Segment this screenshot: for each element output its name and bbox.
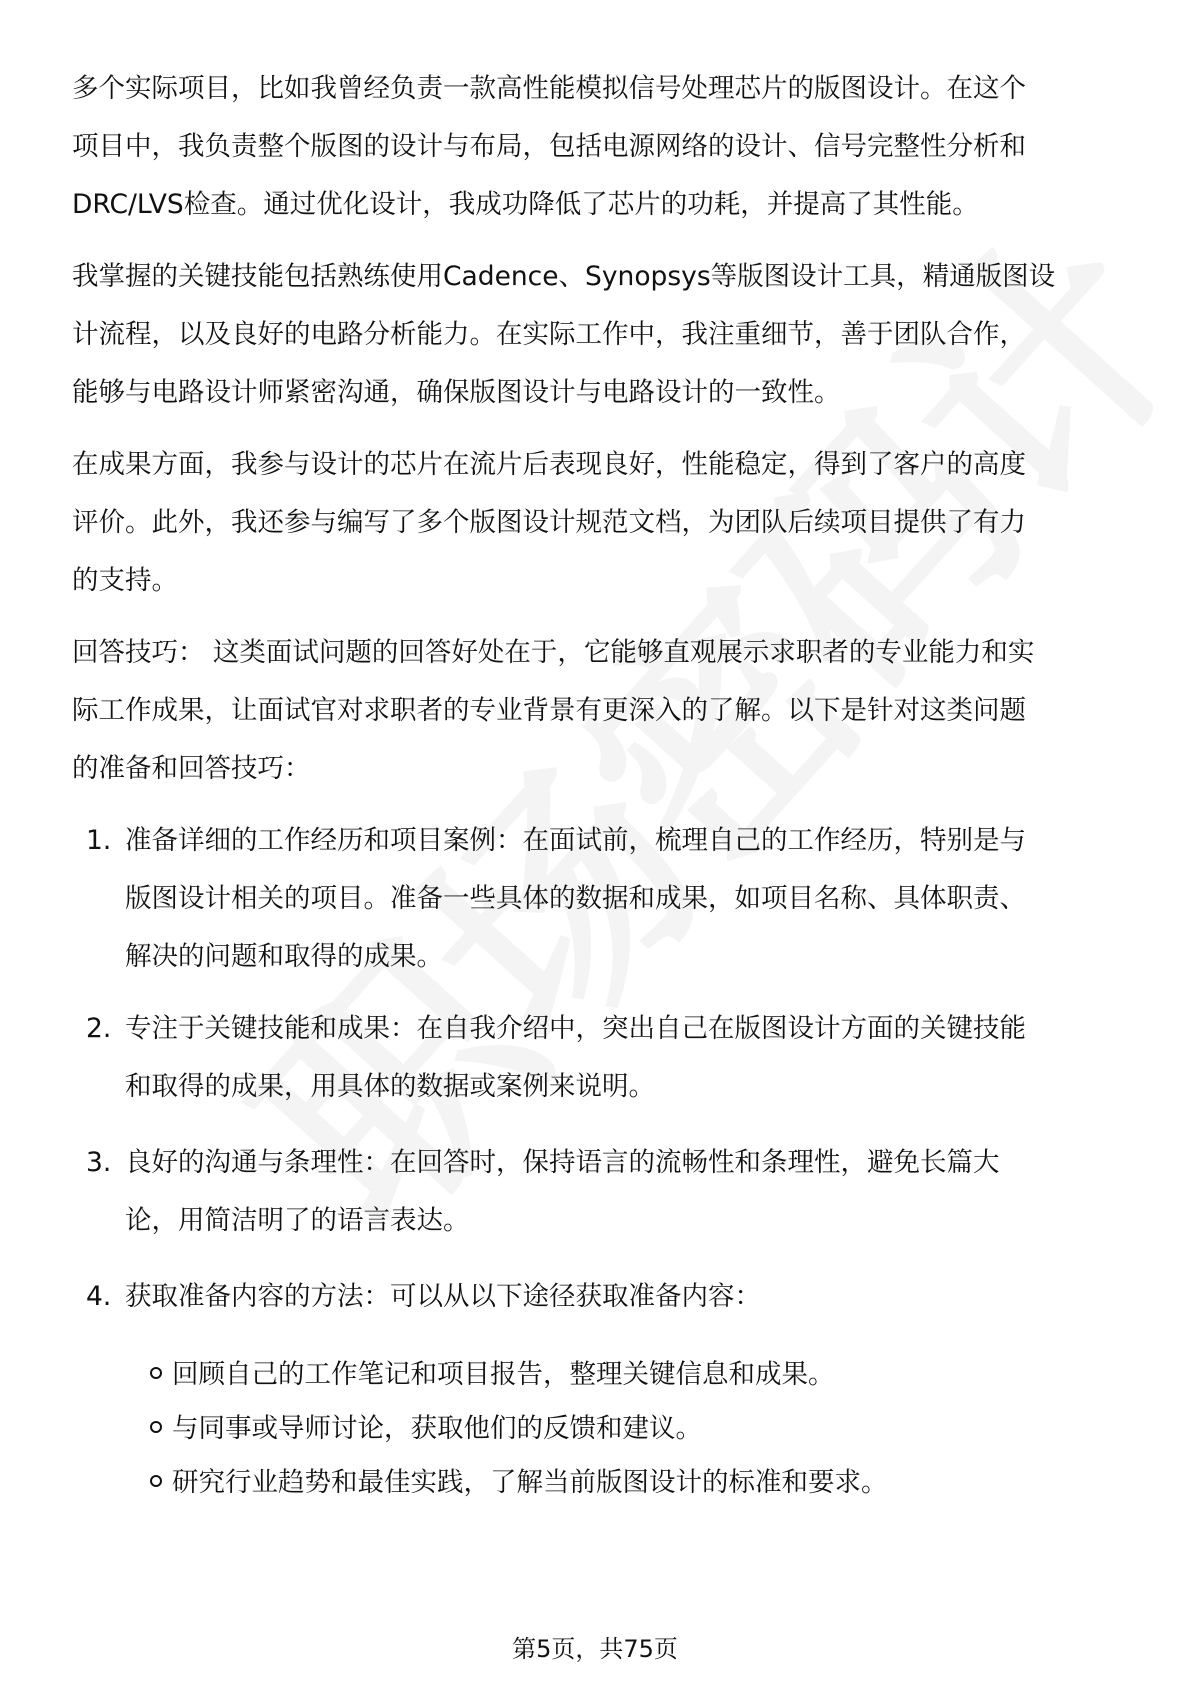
text-line: 论，用简洁明了的语言表达。	[125, 1205, 470, 1236]
paragraph-project-experience	[72, 60, 1132, 234]
list-item-body	[125, 1268, 1125, 1326]
text-line: 的支持。	[72, 565, 178, 596]
text-line: 计流程，以及良好的电路分析能力。在实际工作中，我注重细节，善于团队合作，	[72, 319, 1026, 350]
text-line: 良好的沟通与条理性：在回答时，保持语言的流畅性和条理性，避免长篇大	[125, 1147, 1000, 1178]
text-line: 解决的问题和取得的成果。	[125, 941, 443, 972]
bullet-item	[150, 1409, 702, 1449]
paragraph-achievements	[72, 436, 1132, 610]
text-line: 回答技巧： 这类面试问题的回答好处在于，它能够直观展示求职者的专业能力和实	[72, 637, 1035, 668]
text-line: 专注于关键技能和成果：在自我介绍中，突出自己在版图设计方面的关键技能	[125, 1013, 1026, 1044]
text-line: 准备详细的工作经历和项目案例：在面试前，梳理自己的工作经历，特别是与	[125, 825, 1026, 856]
circle-bullet-icon	[150, 1475, 162, 1487]
list-number: 4.	[86, 1281, 112, 1312]
text-line: 版图设计相关的项目。准备一些具体的数据和成果，如项目名称、具体职责、	[125, 883, 1026, 914]
bullet-item	[150, 1355, 835, 1395]
paragraph-answer-tips	[72, 624, 1132, 798]
bullet-text: 与同事或导师讨论，获取他们的反馈和建议。	[172, 1413, 702, 1444]
paragraph-key-skills	[72, 248, 1132, 422]
text-line: 项目中，我负责整个版图的设计与布局，包括电源网络的设计、信号完整性分析和	[72, 131, 1026, 162]
bullet-text: 研究行业趋势和最佳实践，了解当前版图设计的标准和要求。	[172, 1467, 888, 1498]
text-line: 的准备和回答技巧：	[72, 753, 311, 784]
list-item-body	[125, 1000, 1125, 1116]
text-line: 际工作成果，让面试官对求职者的专业背景有更深入的了解。以下是针对这类问题	[72, 695, 1026, 726]
bullet-text: 回顾自己的工作笔记和项目报告，整理关键信息和成果。	[172, 1359, 835, 1390]
bullet-item	[150, 1463, 888, 1503]
page-footer: 第5页，共75页	[512, 1635, 678, 1663]
text-line: 在成果方面，我参与设计的芯片在流片后表现良好，性能稳定，得到了客户的高度	[72, 449, 1026, 480]
text-line: 获取准备内容的方法：可以从以下途径获取准备内容：	[125, 1281, 761, 1312]
text-line: 评价。此外，我还参与编写了多个版图设计规范文档，为团队后续项目提供了有力	[72, 507, 1026, 538]
text-line: 多个实际项目，比如我曾经负责一款高性能模拟信号处理芯片的版图设计。在这个	[72, 73, 1026, 104]
list-number: 1.	[86, 825, 112, 856]
list-number: 3.	[86, 1147, 112, 1178]
list-item-body	[125, 1134, 1125, 1250]
circle-bullet-icon	[150, 1421, 162, 1433]
text-line: 能够与电路设计师紧密沟通，确保版图设计与电路设计的一致性。	[72, 377, 841, 408]
list-item-body	[125, 812, 1125, 986]
text-line: DRC/LVS检查。通过优化设计，我成功降低了芯片的功耗，并提高了其性能。	[72, 189, 979, 220]
circle-bullet-icon	[150, 1367, 162, 1379]
text-line: 和取得的成果，用具体的数据或案例来说明。	[125, 1071, 655, 1102]
list-number: 2.	[86, 1013, 112, 1044]
text-line: 我掌握的关键技能包括熟练使用Cadence、Synopsys等版图设计工具，精通版图设	[72, 261, 1056, 292]
